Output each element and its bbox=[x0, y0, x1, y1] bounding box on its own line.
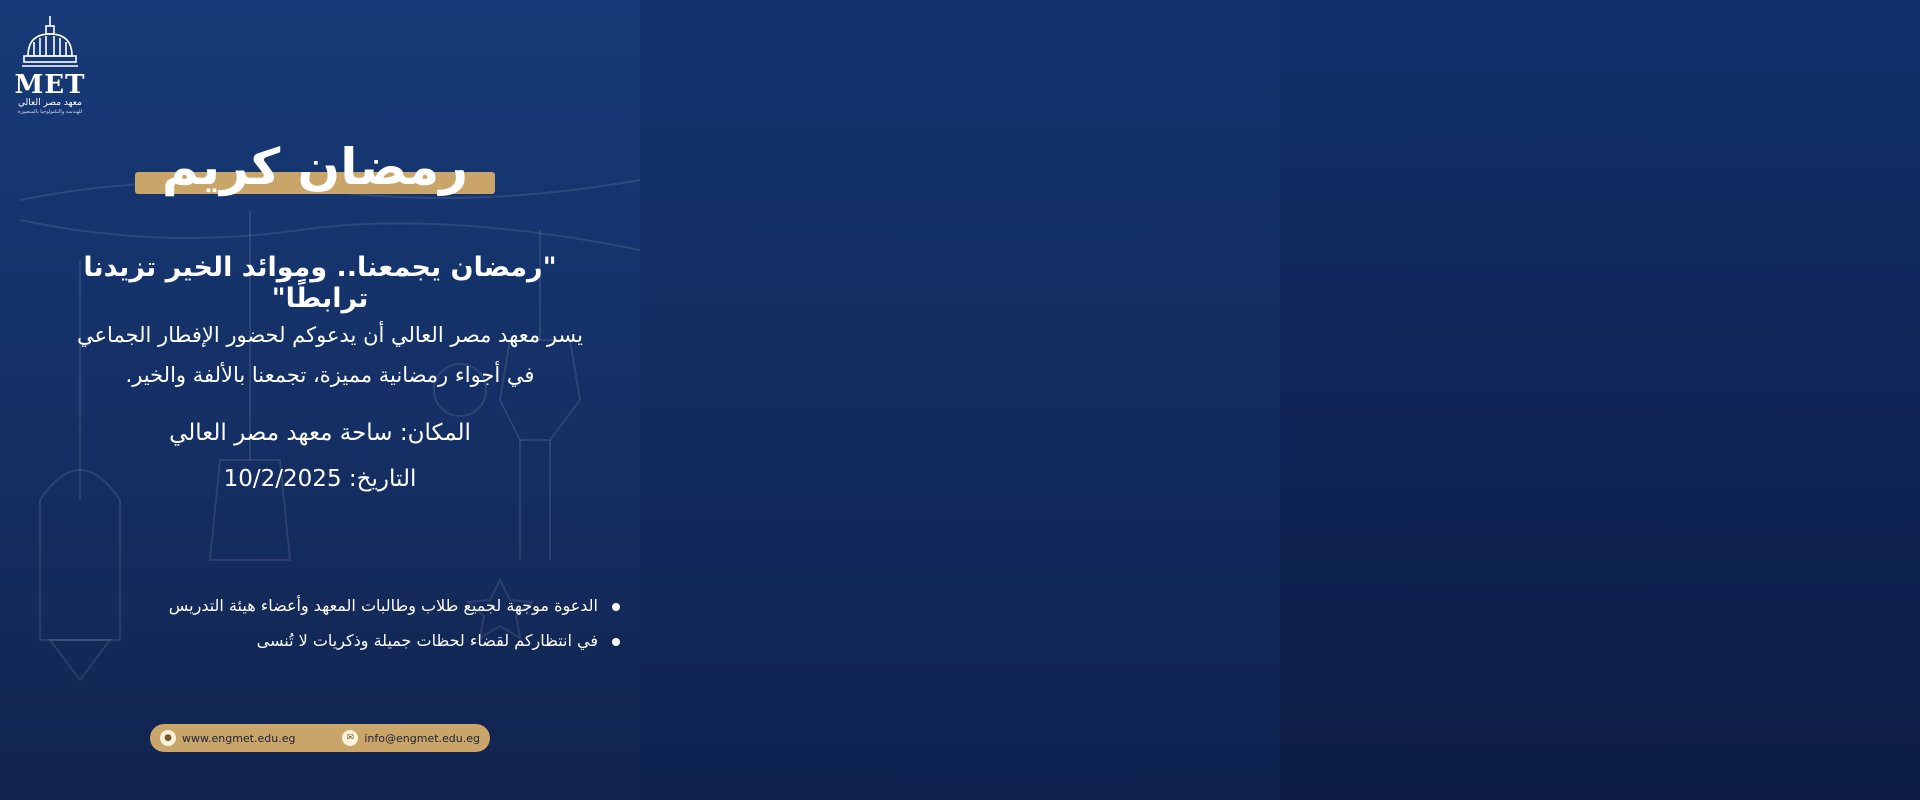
met-logo bbox=[10, 14, 90, 124]
mail-icon: ✉ bbox=[342, 730, 358, 746]
invite-line-1: يسر معهد مصر العالي أن يدعوكم لحضور الإفطار الجماعي bbox=[77, 323, 583, 347]
logo-text: MET bbox=[14, 70, 86, 100]
email-text: info@engmet.edu.eg bbox=[364, 731, 480, 745]
ramadan-place: المكان: ساحة معهد مصر العالي bbox=[169, 420, 471, 446]
ramadan-title-block bbox=[135, 138, 495, 196]
logo-subtitle: للهندسة والتكنولوجيا بالمنصورة bbox=[17, 109, 83, 115]
ramadan-title: رمضان كريم bbox=[161, 138, 469, 196]
email-link[interactable] bbox=[342, 730, 480, 746]
ramadan-date: التاريخ: 10/2/2025 bbox=[223, 466, 417, 492]
ramadan-invite bbox=[40, 315, 620, 395]
website-text: www.engmet.edu.eg bbox=[182, 731, 296, 745]
ramadan-panel bbox=[0, 0, 640, 800]
logo-institute-name: معهد مصر العالي bbox=[18, 98, 82, 108]
dome-logo-icon bbox=[20, 14, 80, 74]
globe-icon: ● bbox=[160, 730, 176, 746]
list-item: الدعوة موجهة لجميع طلاب وطالبات المعهد وأعضاء هيئة التدريس bbox=[40, 596, 620, 615]
contact-footer bbox=[150, 724, 490, 752]
ramadan-quote: "رمضان يجمعنا.. وموائد الخير تزيدنا ترابطًا" bbox=[83, 252, 557, 314]
ramadan-bullets bbox=[40, 596, 620, 666]
exam-panel bbox=[640, 0, 1280, 800]
invite-line-2: في أجواء رمضانية مميزة، تجمعنا بالألفة والخير. bbox=[125, 363, 535, 387]
met-logo-c99 bbox=[654, 14, 734, 124]
list-item: في انتظاركم لقضاء لحظات جميلة وذكريات لا تُنسى bbox=[40, 631, 620, 650]
website-link[interactable] bbox=[160, 730, 295, 746]
